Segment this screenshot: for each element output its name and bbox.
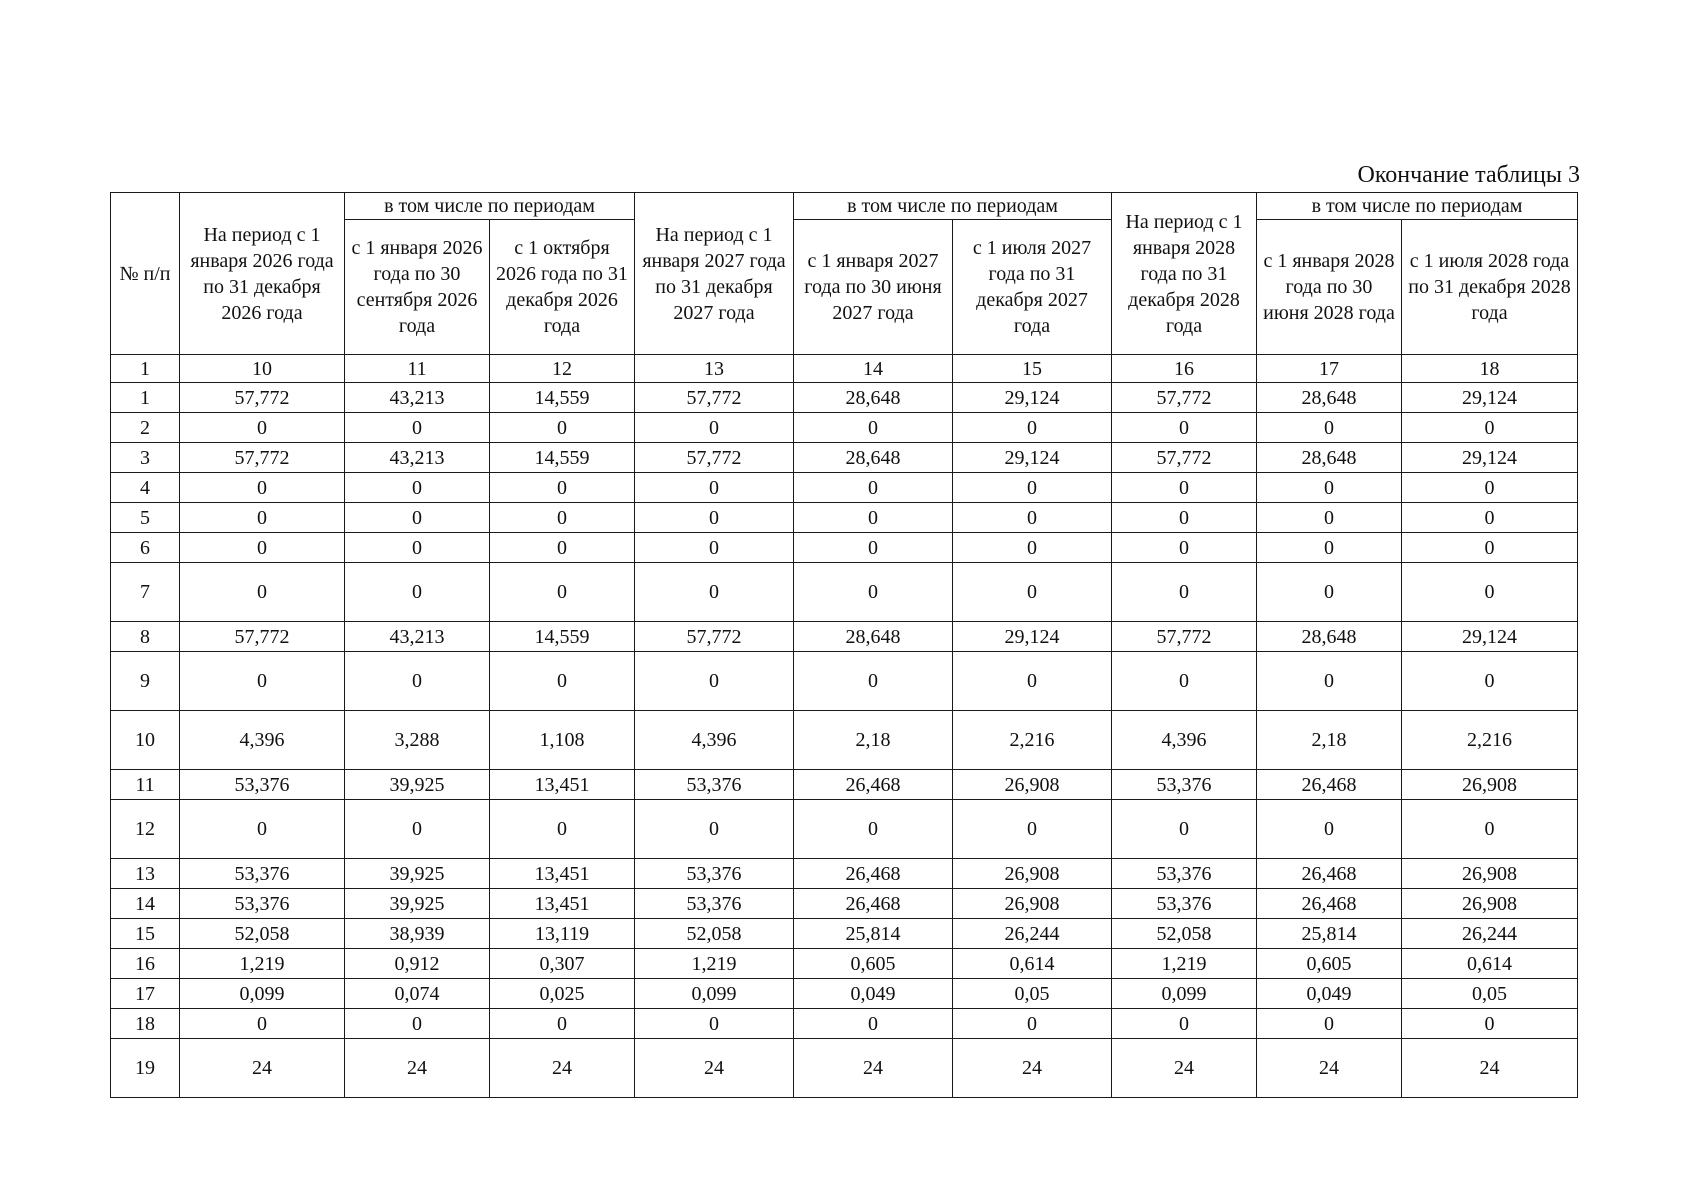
row-number-cell: 7 bbox=[111, 563, 180, 622]
value-cell: 24 bbox=[1257, 1039, 1402, 1098]
value-cell: 0,074 bbox=[345, 979, 490, 1009]
table-row bbox=[111, 563, 1578, 622]
value-cell: 0 bbox=[345, 473, 490, 503]
value-cell: 0 bbox=[953, 1009, 1112, 1039]
value-cell: 0 bbox=[1402, 800, 1578, 859]
value-cell: 43,213 bbox=[345, 622, 490, 652]
value-cell: 26,908 bbox=[953, 859, 1112, 889]
value-cell: 26,908 bbox=[953, 770, 1112, 800]
value-cell: 0 bbox=[490, 652, 635, 711]
header-group-2028: в том числе по периодам bbox=[1257, 193, 1578, 220]
value-cell: 0,049 bbox=[1257, 979, 1402, 1009]
value-cell: 0 bbox=[180, 473, 345, 503]
value-cell: 0 bbox=[794, 503, 953, 533]
value-cell: 0 bbox=[490, 1009, 635, 1039]
row-number-cell: 11 bbox=[111, 770, 180, 800]
value-cell: 2,18 bbox=[794, 711, 953, 770]
header-period-2028: На период с 1 января 2028 года по 31 декабря 2028 года bbox=[1112, 193, 1257, 355]
value-cell: 0 bbox=[1402, 533, 1578, 563]
header-group-2026: в том числе по периодам bbox=[345, 193, 635, 220]
value-cell: 0 bbox=[1402, 652, 1578, 711]
row-number-cell: 12 bbox=[111, 800, 180, 859]
row-number-cell: 15 bbox=[111, 919, 180, 949]
table-row bbox=[111, 711, 1578, 770]
table-header bbox=[111, 193, 1578, 355]
table-row bbox=[111, 533, 1578, 563]
value-cell: 0 bbox=[345, 800, 490, 859]
value-cell: 0 bbox=[490, 473, 635, 503]
value-cell: 0 bbox=[953, 563, 1112, 622]
value-cell: 14,559 bbox=[490, 622, 635, 652]
column-number-cell: 15 bbox=[953, 355, 1112, 383]
value-cell: 0,049 bbox=[794, 979, 953, 1009]
value-cell: 43,213 bbox=[345, 383, 490, 413]
value-cell: 57,772 bbox=[1112, 443, 1257, 473]
header-sub-2028-2: с 1 июля 2028 года по 31 декабря 2028 года bbox=[1402, 220, 1578, 355]
table-row bbox=[111, 383, 1578, 413]
value-cell: 0 bbox=[794, 652, 953, 711]
value-cell: 4,396 bbox=[180, 711, 345, 770]
table-row bbox=[111, 949, 1578, 979]
table-caption: Окончание таблицы 3 bbox=[1357, 162, 1580, 188]
value-cell: 0 bbox=[1112, 503, 1257, 533]
value-cell: 0,05 bbox=[953, 979, 1112, 1009]
value-cell: 4,396 bbox=[1112, 711, 1257, 770]
value-cell: 0 bbox=[1112, 533, 1257, 563]
header-sub-2027-2: с 1 июля 2027 года по 31 декабря 2027 года bbox=[953, 220, 1112, 355]
value-cell: 0 bbox=[953, 652, 1112, 711]
header-sub-2026-1: с 1 января 2026 года по 30 сентября 2026 года bbox=[345, 220, 490, 355]
table-row bbox=[111, 979, 1578, 1009]
row-number-cell: 10 bbox=[111, 711, 180, 770]
value-cell: 0 bbox=[345, 533, 490, 563]
value-cell: 53,376 bbox=[1112, 859, 1257, 889]
value-cell: 28,648 bbox=[1257, 622, 1402, 652]
value-cell: 0 bbox=[1257, 800, 1402, 859]
value-cell: 0 bbox=[953, 473, 1112, 503]
value-cell: 26,468 bbox=[1257, 770, 1402, 800]
header-row-top bbox=[111, 193, 1578, 220]
value-cell: 0 bbox=[1112, 1009, 1257, 1039]
row-number-cell: 1 bbox=[111, 383, 180, 413]
value-cell: 53,376 bbox=[180, 859, 345, 889]
value-cell: 0 bbox=[635, 473, 794, 503]
value-cell: 0 bbox=[490, 533, 635, 563]
value-cell: 1,219 bbox=[1112, 949, 1257, 979]
value-cell: 0 bbox=[1257, 503, 1402, 533]
value-cell: 39,925 bbox=[345, 770, 490, 800]
value-cell: 0 bbox=[180, 563, 345, 622]
value-cell: 2,18 bbox=[1257, 711, 1402, 770]
value-cell: 0,099 bbox=[635, 979, 794, 1009]
value-cell: 24 bbox=[490, 1039, 635, 1098]
value-cell: 24 bbox=[1402, 1039, 1578, 1098]
value-cell: 0 bbox=[1257, 563, 1402, 622]
value-cell: 0 bbox=[1402, 503, 1578, 533]
value-cell: 24 bbox=[345, 1039, 490, 1098]
header-sub-2026-2: с 1 октября 2026 года по 31 декабря 2026 года bbox=[490, 220, 635, 355]
column-number-cell: 13 bbox=[635, 355, 794, 383]
value-cell: 13,451 bbox=[490, 889, 635, 919]
value-cell: 13,451 bbox=[490, 859, 635, 889]
value-cell: 24 bbox=[180, 1039, 345, 1098]
value-cell: 0,025 bbox=[490, 979, 635, 1009]
value-cell: 0 bbox=[635, 413, 794, 443]
value-cell: 29,124 bbox=[1402, 622, 1578, 652]
value-cell: 26,908 bbox=[1402, 770, 1578, 800]
value-cell: 26,468 bbox=[1257, 859, 1402, 889]
row-number-cell: 6 bbox=[111, 533, 180, 563]
value-cell: 0 bbox=[1257, 652, 1402, 711]
header-group-2027: в том числе по периодам bbox=[794, 193, 1112, 220]
value-cell: 26,244 bbox=[953, 919, 1112, 949]
row-number-cell: 16 bbox=[111, 949, 180, 979]
value-cell: 0 bbox=[953, 413, 1112, 443]
table-row bbox=[111, 473, 1578, 503]
value-cell: 24 bbox=[635, 1039, 794, 1098]
value-cell: 0 bbox=[345, 563, 490, 622]
value-cell: 43,213 bbox=[345, 443, 490, 473]
value-cell: 57,772 bbox=[1112, 383, 1257, 413]
header-sub-2027-1: с 1 января 2027 года по 30 июня 2027 года bbox=[794, 220, 953, 355]
table-row bbox=[111, 622, 1578, 652]
value-cell: 0 bbox=[180, 652, 345, 711]
row-number-cell: 2 bbox=[111, 413, 180, 443]
table-row bbox=[111, 770, 1578, 800]
value-cell: 26,468 bbox=[794, 889, 953, 919]
value-cell: 0,099 bbox=[180, 979, 345, 1009]
row-number-cell: 8 bbox=[111, 622, 180, 652]
value-cell: 13,451 bbox=[490, 770, 635, 800]
value-cell: 0 bbox=[1257, 473, 1402, 503]
value-cell: 0 bbox=[1112, 800, 1257, 859]
table-row bbox=[111, 859, 1578, 889]
value-cell: 26,908 bbox=[1402, 889, 1578, 919]
header-num: № п/п bbox=[111, 193, 180, 355]
table-row bbox=[111, 1039, 1578, 1098]
value-cell: 53,376 bbox=[180, 889, 345, 919]
value-cell: 0 bbox=[953, 533, 1112, 563]
table-row bbox=[111, 652, 1578, 711]
value-cell: 0 bbox=[180, 413, 345, 443]
column-number-cell: 17 bbox=[1257, 355, 1402, 383]
value-cell: 1,219 bbox=[635, 949, 794, 979]
table-row bbox=[111, 413, 1578, 443]
value-cell: 24 bbox=[953, 1039, 1112, 1098]
value-cell: 25,814 bbox=[1257, 919, 1402, 949]
table-body bbox=[111, 355, 1578, 1098]
value-cell: 28,648 bbox=[794, 383, 953, 413]
value-cell: 1,219 bbox=[180, 949, 345, 979]
value-cell: 0 bbox=[794, 473, 953, 503]
value-cell: 0,099 bbox=[1112, 979, 1257, 1009]
value-cell: 57,772 bbox=[635, 622, 794, 652]
data-table bbox=[110, 192, 1578, 1098]
value-cell: 57,772 bbox=[635, 443, 794, 473]
value-cell: 26,468 bbox=[794, 770, 953, 800]
value-cell: 39,925 bbox=[345, 889, 490, 919]
value-cell: 3,288 bbox=[345, 711, 490, 770]
value-cell: 0 bbox=[345, 1009, 490, 1039]
header-sub-2028-1: с 1 января 2028 года по 30 июня 2028 года bbox=[1257, 220, 1402, 355]
value-cell: 0 bbox=[635, 563, 794, 622]
value-cell: 2,216 bbox=[953, 711, 1112, 770]
column-number-cell: 10 bbox=[180, 355, 345, 383]
value-cell: 0 bbox=[635, 800, 794, 859]
value-cell: 0 bbox=[490, 563, 635, 622]
column-number-cell: 1 bbox=[111, 355, 180, 383]
row-number-cell: 18 bbox=[111, 1009, 180, 1039]
row-number-cell: 5 bbox=[111, 503, 180, 533]
table-row bbox=[111, 443, 1578, 473]
value-cell: 13,119 bbox=[490, 919, 635, 949]
value-cell: 0 bbox=[1112, 473, 1257, 503]
value-cell: 29,124 bbox=[953, 443, 1112, 473]
table-row bbox=[111, 800, 1578, 859]
row-number-cell: 13 bbox=[111, 859, 180, 889]
value-cell: 26,908 bbox=[953, 889, 1112, 919]
header-period-2026: На период с 1 января 2026 года по 31 декабря 2026 года bbox=[180, 193, 345, 355]
value-cell: 0 bbox=[180, 533, 345, 563]
header-period-2027: На период с 1 января 2027 года по 31 декабря 2027 года bbox=[635, 193, 794, 355]
value-cell: 53,376 bbox=[180, 770, 345, 800]
value-cell: 57,772 bbox=[180, 622, 345, 652]
value-cell: 0 bbox=[180, 503, 345, 533]
value-cell: 1,108 bbox=[490, 711, 635, 770]
value-cell: 29,124 bbox=[1402, 383, 1578, 413]
value-cell: 0 bbox=[1402, 1009, 1578, 1039]
value-cell: 0,605 bbox=[1257, 949, 1402, 979]
value-cell: 0 bbox=[1257, 413, 1402, 443]
value-cell: 39,925 bbox=[345, 859, 490, 889]
value-cell: 0,614 bbox=[953, 949, 1112, 979]
row-number-cell: 4 bbox=[111, 473, 180, 503]
value-cell: 0 bbox=[794, 563, 953, 622]
value-cell: 24 bbox=[794, 1039, 953, 1098]
value-cell: 0 bbox=[953, 503, 1112, 533]
value-cell: 0 bbox=[345, 652, 490, 711]
value-cell: 25,814 bbox=[794, 919, 953, 949]
value-cell: 0 bbox=[490, 800, 635, 859]
value-cell: 26,244 bbox=[1402, 919, 1578, 949]
column-number-cell: 16 bbox=[1112, 355, 1257, 383]
value-cell: 0 bbox=[1112, 413, 1257, 443]
value-cell: 57,772 bbox=[635, 383, 794, 413]
value-cell: 29,124 bbox=[953, 622, 1112, 652]
value-cell: 4,396 bbox=[635, 711, 794, 770]
value-cell: 0,05 bbox=[1402, 979, 1578, 1009]
column-number-cell: 12 bbox=[490, 355, 635, 383]
row-number-cell: 14 bbox=[111, 889, 180, 919]
column-number-cell: 11 bbox=[345, 355, 490, 383]
row-number-cell: 19 bbox=[111, 1039, 180, 1098]
value-cell: 28,648 bbox=[1257, 383, 1402, 413]
column-number-cell: 18 bbox=[1402, 355, 1578, 383]
value-cell: 28,648 bbox=[794, 622, 953, 652]
value-cell: 0 bbox=[180, 1009, 345, 1039]
value-cell: 0 bbox=[635, 533, 794, 563]
value-cell: 0 bbox=[635, 503, 794, 533]
value-cell: 52,058 bbox=[180, 919, 345, 949]
value-cell: 52,058 bbox=[635, 919, 794, 949]
value-cell: 0 bbox=[635, 1009, 794, 1039]
value-cell: 0 bbox=[953, 800, 1112, 859]
value-cell: 0 bbox=[635, 652, 794, 711]
value-cell: 14,559 bbox=[490, 383, 635, 413]
value-cell: 57,772 bbox=[180, 443, 345, 473]
value-cell: 0,605 bbox=[794, 949, 953, 979]
value-cell: 0 bbox=[794, 533, 953, 563]
value-cell: 26,908 bbox=[1402, 859, 1578, 889]
value-cell: 0 bbox=[1402, 413, 1578, 443]
value-cell: 0,307 bbox=[490, 949, 635, 979]
value-cell: 28,648 bbox=[794, 443, 953, 473]
value-cell: 0 bbox=[1112, 652, 1257, 711]
value-cell: 2,216 bbox=[1402, 711, 1578, 770]
value-cell: 28,648 bbox=[1257, 443, 1402, 473]
table-row bbox=[111, 919, 1578, 949]
value-cell: 0 bbox=[1257, 533, 1402, 563]
row-number-cell: 9 bbox=[111, 652, 180, 711]
value-cell: 29,124 bbox=[953, 383, 1112, 413]
row-number-cell: 17 bbox=[111, 979, 180, 1009]
value-cell: 0 bbox=[794, 413, 953, 443]
value-cell: 53,376 bbox=[635, 889, 794, 919]
table-row bbox=[111, 889, 1578, 919]
value-cell: 0 bbox=[490, 503, 635, 533]
value-cell: 0 bbox=[180, 800, 345, 859]
value-cell: 52,058 bbox=[1112, 919, 1257, 949]
column-number-row bbox=[111, 355, 1578, 383]
value-cell: 0 bbox=[1257, 1009, 1402, 1039]
value-cell: 29,124 bbox=[1402, 443, 1578, 473]
value-cell: 53,376 bbox=[635, 770, 794, 800]
row-number-cell: 3 bbox=[111, 443, 180, 473]
value-cell: 26,468 bbox=[794, 859, 953, 889]
value-cell: 0 bbox=[345, 413, 490, 443]
value-cell: 24 bbox=[1112, 1039, 1257, 1098]
value-cell: 0,912 bbox=[345, 949, 490, 979]
value-cell: 57,772 bbox=[180, 383, 345, 413]
value-cell: 53,376 bbox=[1112, 889, 1257, 919]
value-cell: 0 bbox=[794, 1009, 953, 1039]
table-row bbox=[111, 1009, 1578, 1039]
value-cell: 14,559 bbox=[490, 443, 635, 473]
value-cell: 0 bbox=[1112, 563, 1257, 622]
table-row bbox=[111, 503, 1578, 533]
value-cell: 0 bbox=[345, 503, 490, 533]
value-cell: 38,939 bbox=[345, 919, 490, 949]
value-cell: 53,376 bbox=[1112, 770, 1257, 800]
value-cell: 0 bbox=[1402, 563, 1578, 622]
value-cell: 53,376 bbox=[635, 859, 794, 889]
value-cell: 57,772 bbox=[1112, 622, 1257, 652]
value-cell: 0 bbox=[1402, 473, 1578, 503]
column-number-cell: 14 bbox=[794, 355, 953, 383]
value-cell: 0 bbox=[490, 413, 635, 443]
value-cell: 0 bbox=[794, 800, 953, 859]
value-cell: 0,614 bbox=[1402, 949, 1578, 979]
value-cell: 26,468 bbox=[1257, 889, 1402, 919]
